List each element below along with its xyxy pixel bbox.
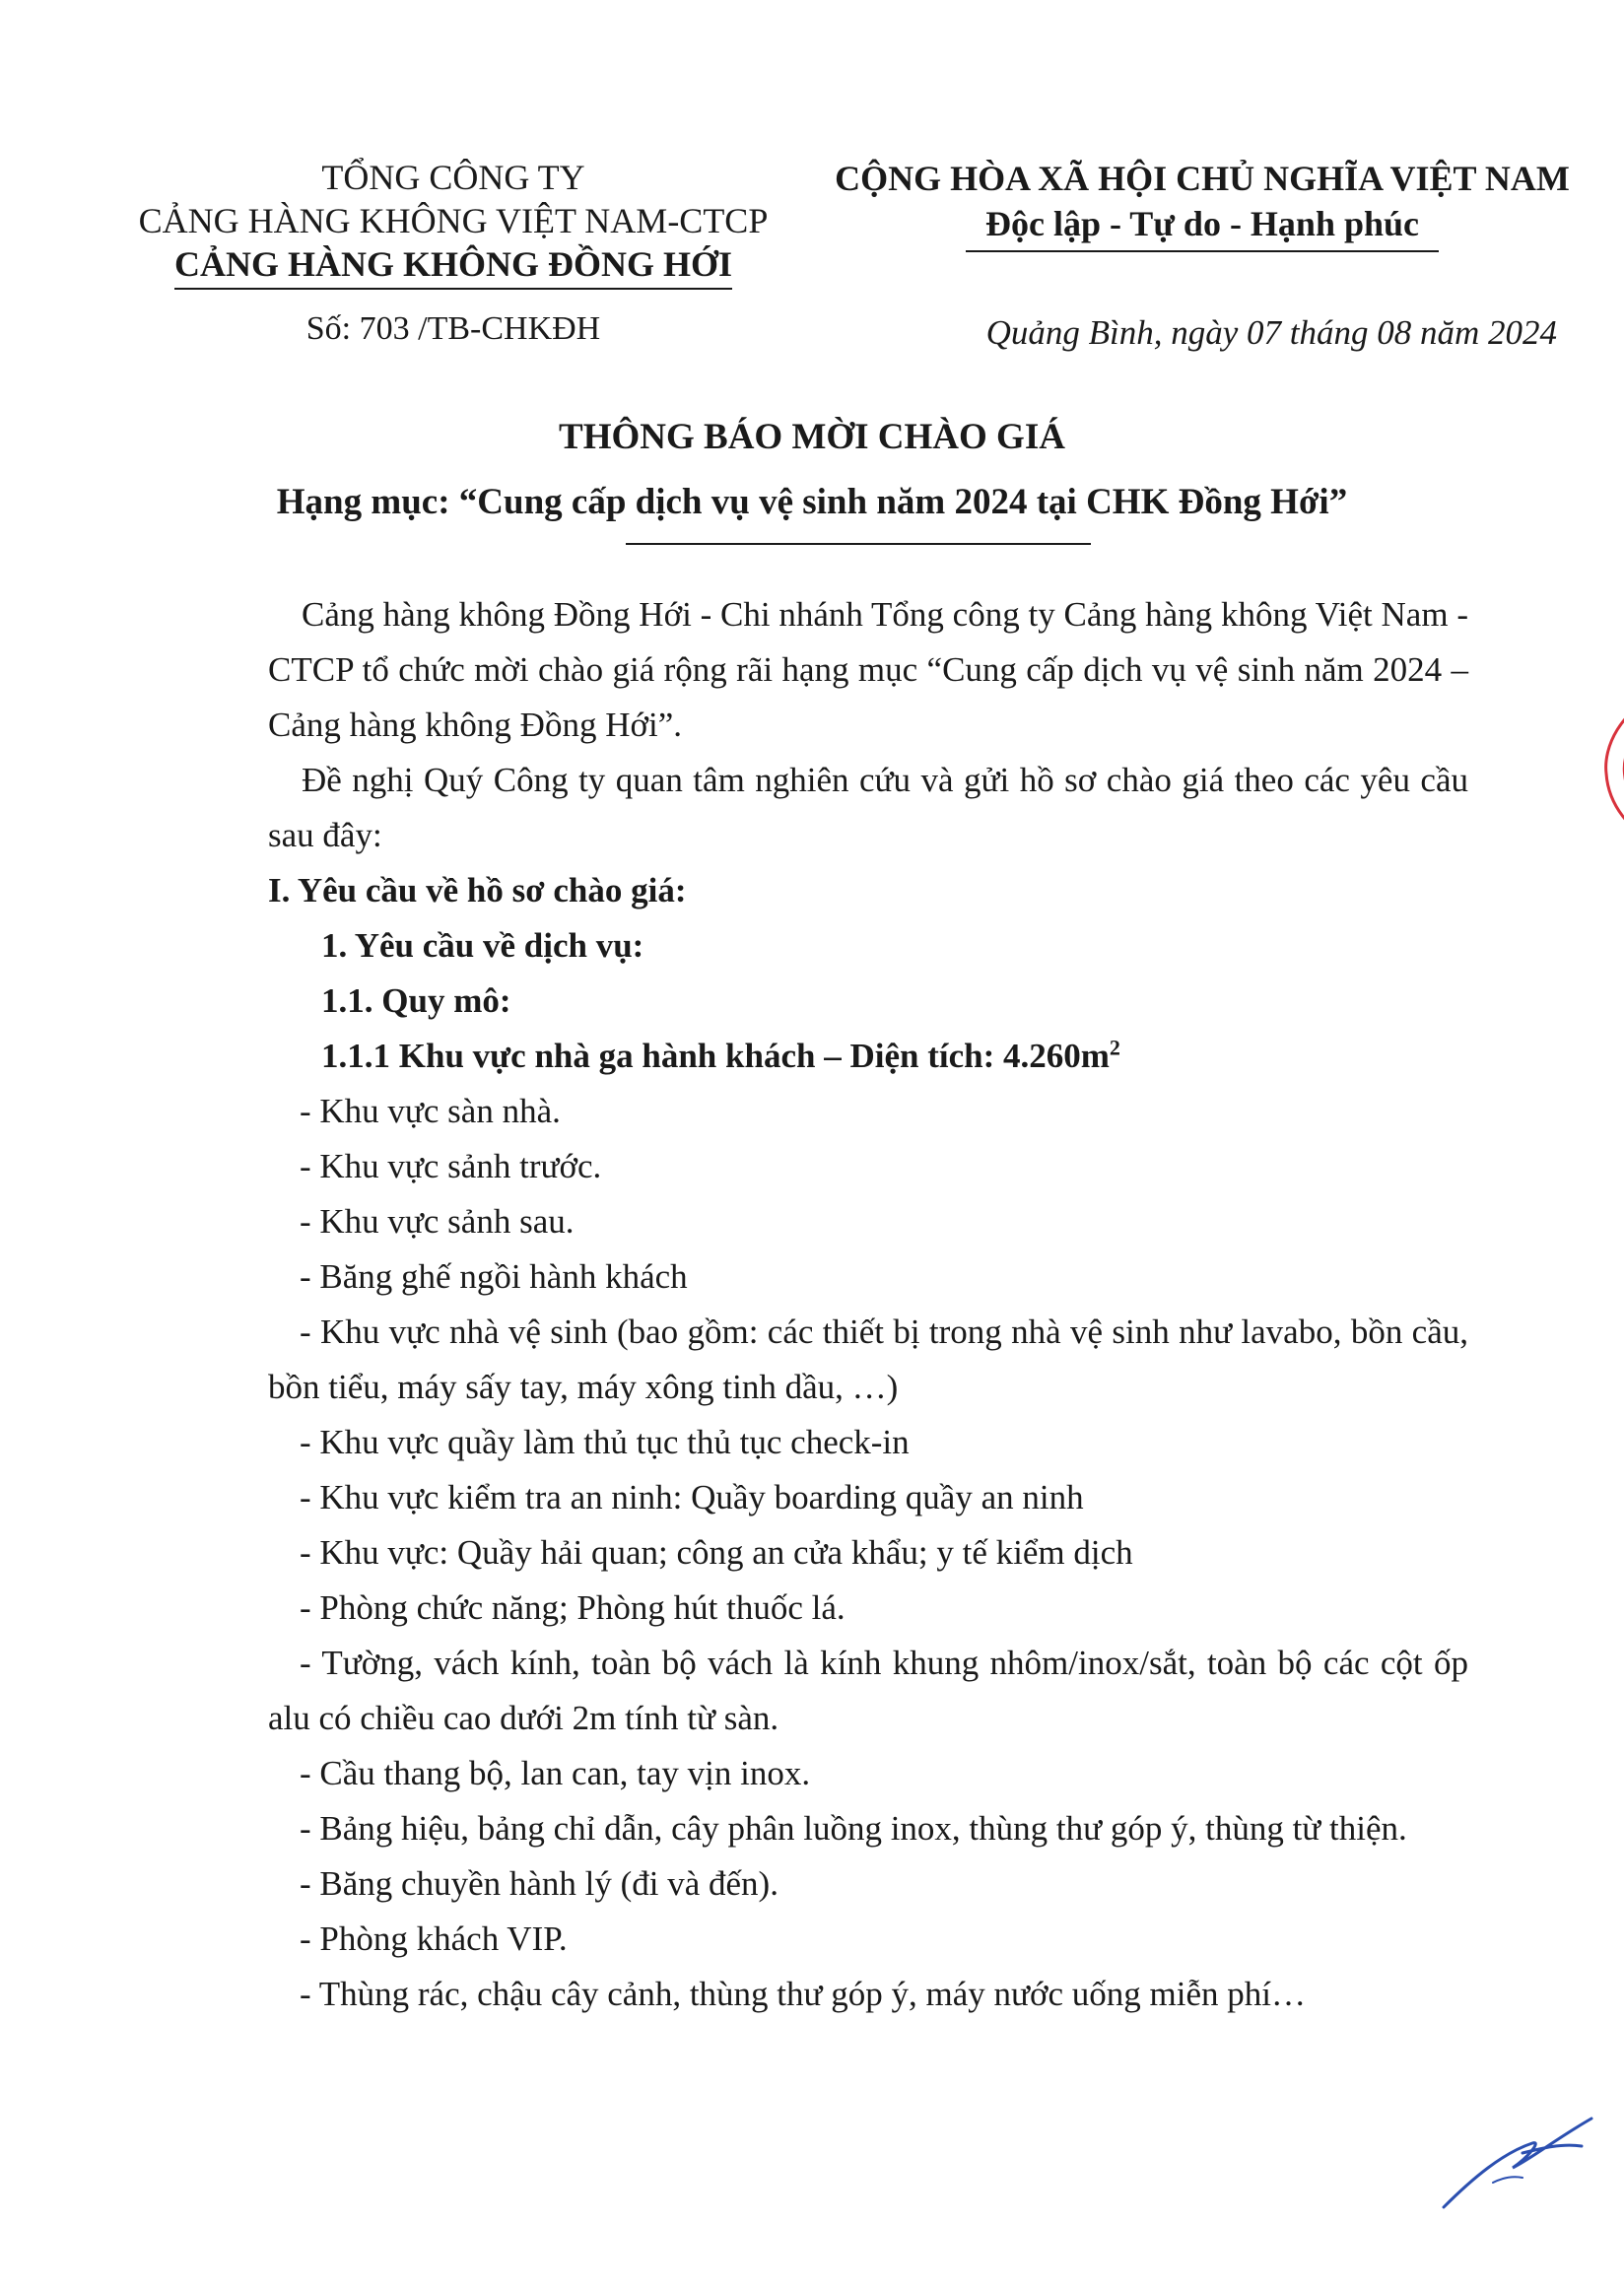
list-item: - Tường, vách kính, toàn bộ vách là kính khung nhôm/inox/sắt, toàn bộ các cột ốp alu có chiều cao dưới 2m tính từ sàn. [268, 1644, 1468, 1737]
issuer-line-2: CẢNG HÀNG KHÔNG VIỆT NAM-CTCP [138, 201, 769, 240]
country-name: CỘNG HÒA XÃ HỘI CHỦ NGHĨA VIỆT NAM [835, 159, 1570, 198]
list-item: - Khu vực: Quầy hải quan; công an cửa khẩu; y tế kiểm dịch [300, 1533, 1133, 1572]
section-heading-I: I. Yêu cầu về hồ sơ chào giá: [268, 871, 687, 909]
list-item: - Băng ghế ngồi hành khách [300, 1257, 688, 1296]
area-unit-superscript: 2 [1109, 1035, 1120, 1060]
list-item: - Cầu thang bộ, lan can, tay vịn inox. [300, 1754, 811, 1792]
title-divider [626, 543, 1091, 545]
document-date: Quảng Bình, ngày 07 tháng 08 năm 2024 [985, 313, 1557, 352]
national-motto: Độc lập - Tự do - Hạnh phúc [966, 201, 1439, 252]
section-heading-1-1: 1.1. Quy mô: [321, 981, 511, 1020]
document-body [268, 587, 1468, 2022]
issuer-header [128, 156, 778, 290]
list-item: - Khu vực nhà vệ sinh (bao gồm: các thiết bị trong nhà vệ sinh như lavabo, bồn cầu, bồn tiểu, máy sấy tay, máy xông tinh dầu, …) [268, 1313, 1468, 1406]
list-item: - Thùng rác, chậu cây cảnh, thùng thư góp ý, máy nước uống miễn phí… [300, 1975, 1306, 2013]
intro-paragraph-1: Cảng hàng không Đồng Hới - Chi nhánh Tổng công ty Cảng hàng không Việt Nam - CTCP tổ chức mời chào giá rộng rãi hạng mục “Cung cấp dịch vụ vệ sinh năm 2024 – Cảng hàng không Đồng Hới”. [268, 595, 1468, 744]
intro-paragraph-2: Đề nghị Quý Công ty quan tâm nghiên cứu và gửi hồ sơ chào giá theo các yêu cầu sau đây: [268, 761, 1468, 854]
list-item: - Bảng hiệu, bảng chỉ dẫn, cây phân luồng inox, thùng thư góp ý, thùng từ thiện. [300, 1809, 1407, 1848]
issuer-line-1: TỔNG CÔNG TY [321, 158, 585, 197]
national-header [828, 156, 1577, 252]
issuer-line-3: CẢNG HÀNG KHÔNG ĐỒNG HỚI [174, 242, 732, 290]
list-item: - Khu vực kiểm tra an ninh: Quầy boarding quầy an ninh [300, 1478, 1084, 1516]
list-item: - Băng chuyền hành lý (đi và đến). [300, 1864, 778, 1903]
initial-signature [1434, 2099, 1601, 2217]
list-item: - Khu vực sảnh trước. [300, 1147, 602, 1185]
list-item: - Khu vực sảnh sau. [300, 1202, 575, 1241]
section-heading-1: 1. Yêu cầu về dịch vụ: [321, 926, 644, 965]
section-heading-1-1-1 [268, 1029, 1468, 1084]
list-item: - Phòng chức năng; Phòng hút thuốc lá. [300, 1588, 846, 1627]
list-item: - Khu vực sàn nhà. [300, 1092, 561, 1130]
list-item: - Phòng khách VIP. [300, 1919, 568, 1958]
document-number: Số: 703 /TB-CHKĐH [305, 310, 601, 347]
list-item: - Khu vực quầy làm thủ tục thủ tục check-in [300, 1423, 910, 1461]
red-seal-stamp [1598, 680, 1624, 857]
section-heading-1-1-1-text: 1.1.1 Khu vực nhà ga hành khách – Diện tích: 4.260m [321, 1037, 1110, 1075]
document-title: THÔNG BÁO MỜI CHÀO GIÁ [559, 417, 1065, 457]
document-subtitle: Hạng mục: “Cung cấp dịch vụ vệ sinh năm 2024 tại CHK Đồng Hới” [276, 482, 1348, 522]
